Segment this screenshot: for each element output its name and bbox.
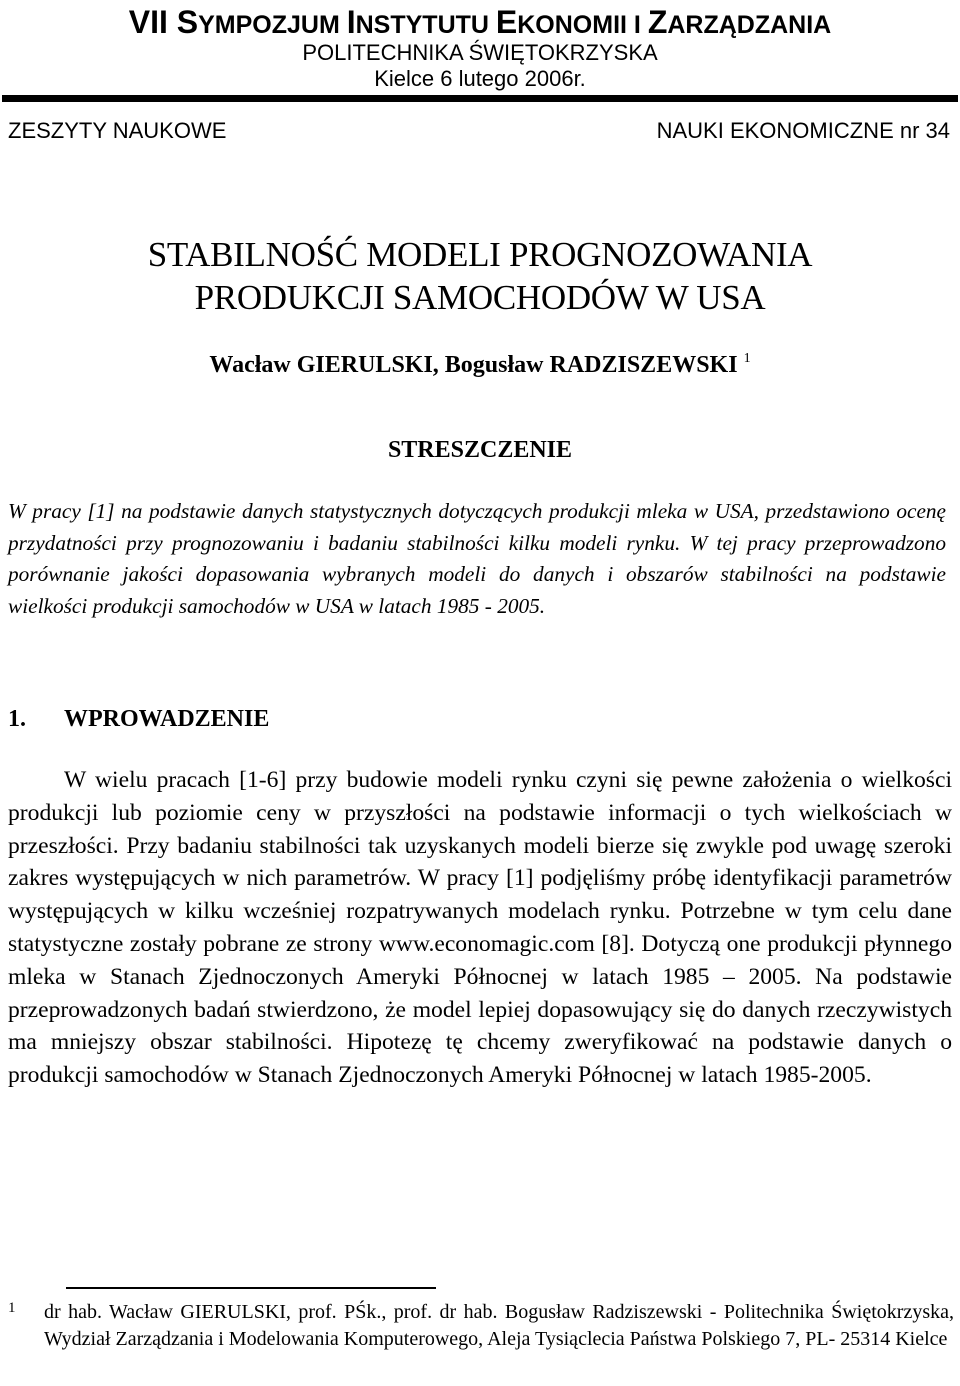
- symposium-initial: E: [495, 4, 518, 40]
- section-title: WPROWADZENIE: [64, 706, 270, 732]
- university-name: POLITECHNIKA ŚWIĘTOKRZYSKA: [302, 40, 658, 65]
- symposium-part: [347, 4, 496, 40]
- paper-title-line-1: STABILNOŚĆ MODELI PROGNOZOWANIA: [147, 235, 813, 274]
- abstract-heading: STRESZCZENIE: [387, 437, 573, 463]
- abstract-text: W pracy [1] na podstawie danych statystycznych dotyczących produkcji mleka w USA, przedstawiono ocenę przydatności przy prognozowaniu i badaniu stabilności kilku modeli rynku. W tej pracy przeprowadzono porównanie jakości dopasowania wybranych modeli do danych i obszarów stabilności na podstawie wielkości produkcji samochodów w USA w latach 1985 - 2005.: [8, 499, 946, 618]
- symposium-small-caps: KONOMII I: [517, 11, 648, 39]
- symposium-part: [496, 4, 648, 40]
- header-divider: [2, 95, 958, 102]
- symposium-small-caps: NSTYTUTU: [355, 11, 496, 39]
- symposium-part: [648, 4, 831, 40]
- authors-footnote-mark: 1: [743, 351, 751, 366]
- symposium-part: [129, 4, 347, 40]
- authors-names: Wacław GIERULSKI, Bogusław RADZISZEWSKI: [209, 352, 738, 378]
- section-number: 1.: [8, 706, 26, 732]
- symposium-small-caps: ARZĄDZANIA: [667, 11, 832, 39]
- symposium-title: [0, 2, 960, 45]
- paper-authors: [0, 349, 960, 381]
- symposium-small-caps: YMPOZJUM: [198, 11, 347, 39]
- section-body-text: W wielu pracach [1-6] przy budowie modeli rynku czyni się pewne założenia o wielkości produkcji lub poziomie ceny w przyszłości na podstawie informacji o tych wielkościach w przeszłości. Przy badaniu stabilności tak uzyskanych modeli bierze się zwykle pod uwagę szeroki zakres występujących w nich parametrów. W pracy [1] podjęliśmy próbę identyfikacji parametrów występujących w kilku wcześniej rozpatrywanych modelach rynku. Potrzebne w tym celu dane statystyczne zostały pobrane ze strony www.economagic.com [8]. Dotyczą one produkcji płynnego mleka w Stanach Zjednoczonych Ameryki Północnej w latach 1985 – 2005. Na podstawie przeprowadzonych badań stwierdzono, że model lepiej dopasowujący się do danych rzeczywistych ma mniejszy obszar stabilności. Hipotezę tę chcemy zweryfikować na podstawie danych o produkcji samochodów w Stanach Zjednoczonych Ameryki Północnej w latach 1985-2005.: [8, 767, 952, 1089]
- paper-title: [0, 233, 960, 319]
- series-volume: NAUKI EKONOMICZNE nr 34: [656, 118, 950, 143]
- footnote-divider: [66, 1287, 436, 1289]
- conference-date: Kielce 6 lutego 2006r.: [374, 66, 586, 91]
- series-name: ZESZYTY NAUKOWE: [8, 118, 227, 143]
- footnote-text: dr hab. Wacław GIERULSKI, prof. PŚk., prof. dr hab. Bogusław Radziszewski - Politechnika Świętokrzyska, Wydział Zarządzania i Modelowania Komputerowego, Aleja Tysiąclecia Państwa Polskiego 7, PL- 25314 Kielce: [44, 1301, 954, 1350]
- footnote-mark: 1: [8, 1300, 16, 1316]
- section-heading: [8, 702, 269, 736]
- symposium-initial: I: [346, 4, 356, 40]
- symposium-initial: Z: [647, 4, 668, 40]
- footnote: [8, 1299, 954, 1353]
- paper-title-line-2: PRODUKCJI SAMOCHODÓW W USA: [194, 278, 766, 317]
- symposium-initial: VII S: [128, 4, 199, 40]
